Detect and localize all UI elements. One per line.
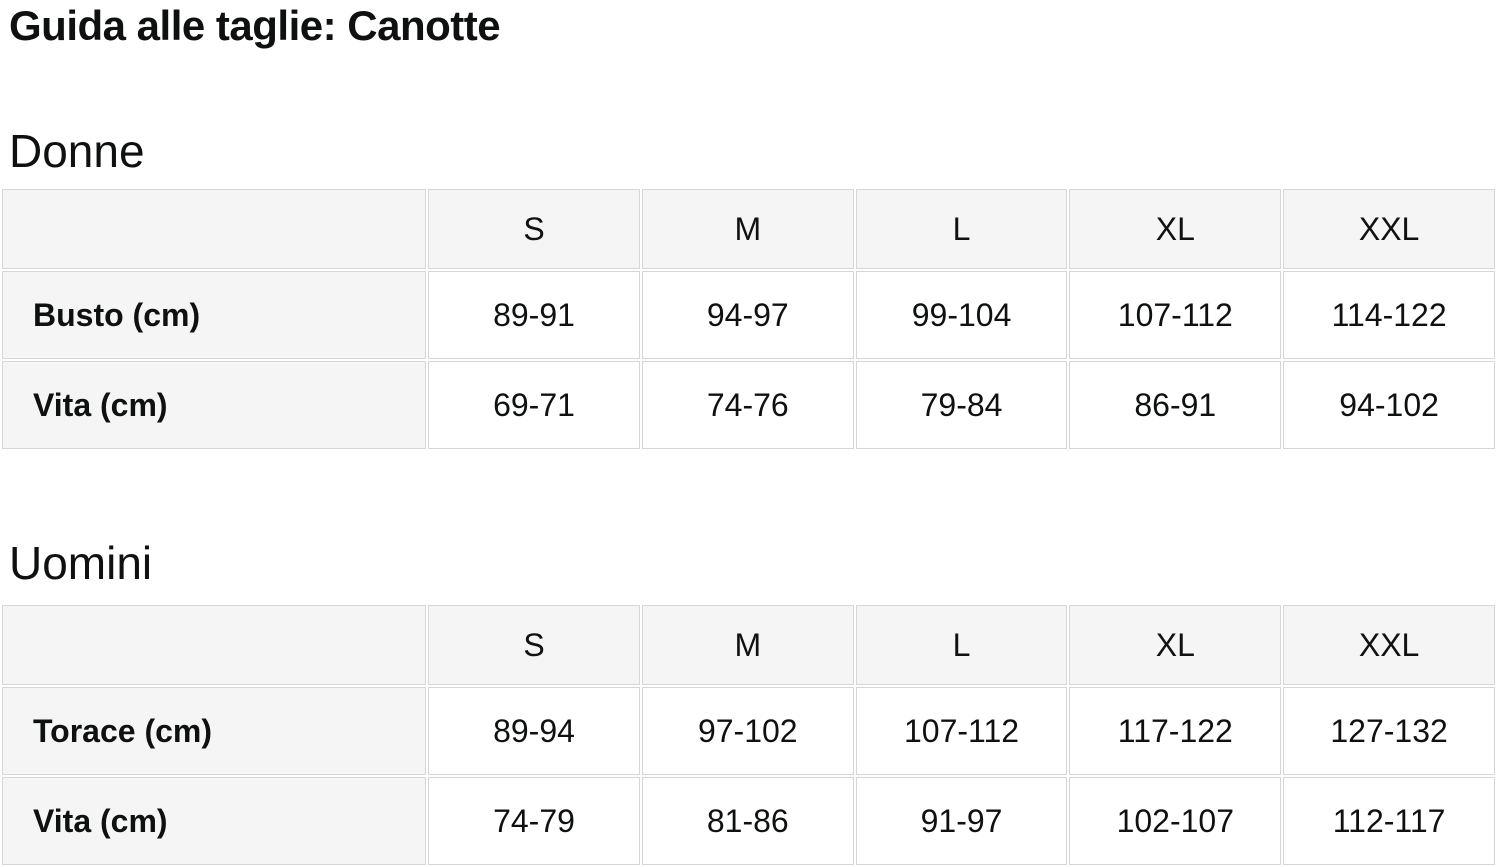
column-header-xl: XL <box>1069 605 1281 685</box>
size-value: 89-94 <box>428 687 640 775</box>
row-label-torace: Torace (cm) <box>2 687 426 775</box>
size-value: 91-97 <box>856 777 1068 865</box>
size-value: 69-71 <box>428 361 640 449</box>
column-header-s: S <box>428 189 640 269</box>
table-header-row <box>2 605 1495 685</box>
size-value: 94-102 <box>1283 361 1495 449</box>
column-header-xxl: XXL <box>1283 189 1495 269</box>
size-value: 86-91 <box>1069 361 1281 449</box>
table-row-torace <box>2 687 1495 775</box>
size-value: 94-97 <box>642 271 854 359</box>
size-value: 74-79 <box>428 777 640 865</box>
size-value: 79-84 <box>856 361 1068 449</box>
size-table-uomini <box>0 603 1497 867</box>
size-value: 89-91 <box>428 271 640 359</box>
section-heading-uomini: Uomini <box>9 537 153 589</box>
column-header-empty <box>2 605 426 685</box>
size-table-donne <box>0 187 1497 451</box>
column-header-m: M <box>642 189 854 269</box>
size-value: 117-122 <box>1069 687 1281 775</box>
row-label-busto: Busto (cm) <box>2 271 426 359</box>
size-value: 102-107 <box>1069 777 1281 865</box>
column-header-m: M <box>642 605 854 685</box>
size-value: 127-132 <box>1283 687 1495 775</box>
row-label-vita: Vita (cm) <box>2 361 426 449</box>
size-value: 97-102 <box>642 687 854 775</box>
table-row-vita-donne <box>2 361 1495 449</box>
column-header-s: S <box>428 605 640 685</box>
column-header-xxl: XXL <box>1283 605 1495 685</box>
table-row-vita-uomini <box>2 777 1495 865</box>
column-header-l: L <box>856 189 1068 269</box>
size-value: 107-112 <box>856 687 1068 775</box>
size-value: 81-86 <box>642 777 854 865</box>
page-title: Guida alle taglie: Canotte <box>9 2 501 49</box>
size-value: 112-117 <box>1283 777 1495 865</box>
size-value: 107-112 <box>1069 271 1281 359</box>
column-header-xl: XL <box>1069 189 1281 269</box>
table-header-row <box>2 189 1495 269</box>
column-header-l: L <box>856 605 1068 685</box>
section-heading-donne: Donne <box>9 125 145 177</box>
size-value: 114-122 <box>1283 271 1495 359</box>
size-value: 74-76 <box>642 361 854 449</box>
row-label-vita: Vita (cm) <box>2 777 426 865</box>
column-header-empty <box>2 189 426 269</box>
size-value: 99-104 <box>856 271 1068 359</box>
table-row-busto <box>2 271 1495 359</box>
